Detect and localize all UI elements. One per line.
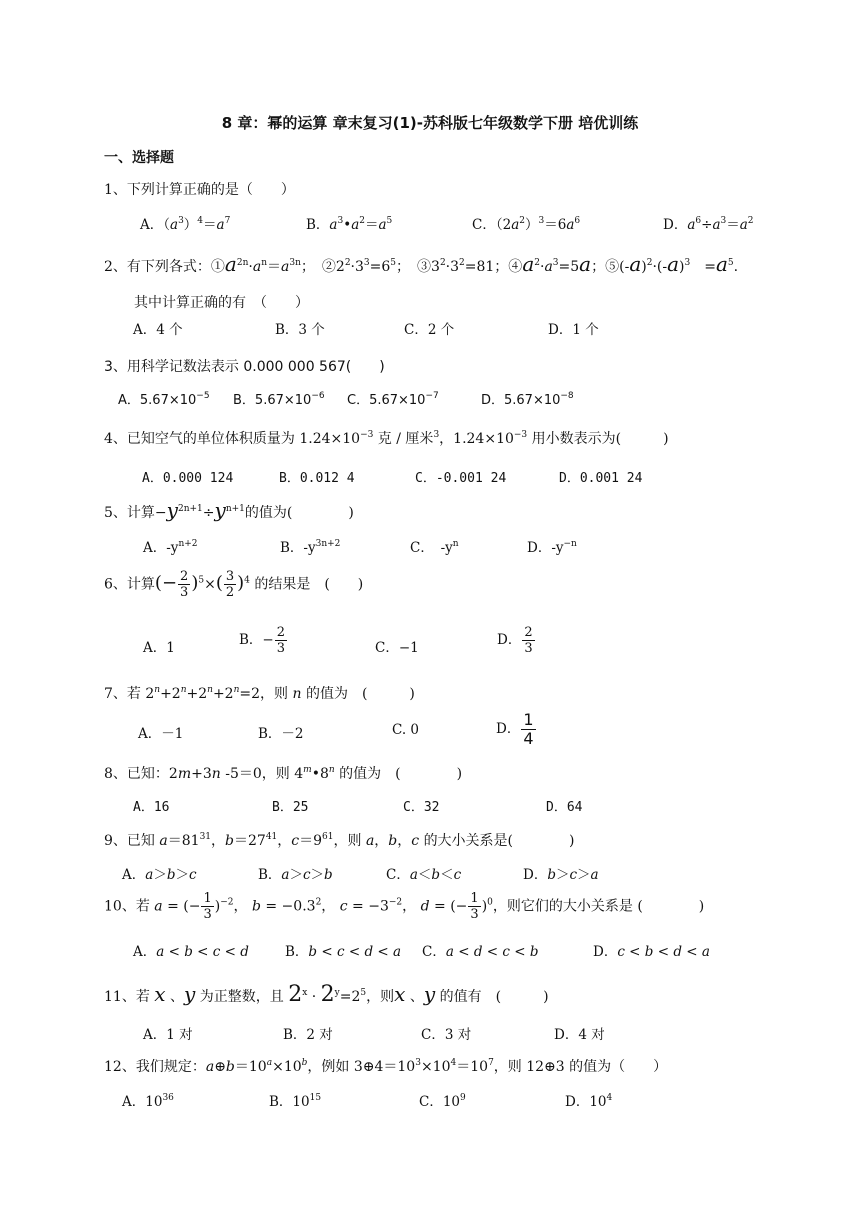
q12-option-c: C．$10^9$ [419,1093,466,1110]
q9-option-b: B．a＞c＞b [258,867,333,883]
q4-option-b: B．0.012 4 [279,471,355,486]
q2-option-b: B．3 个 [275,322,325,338]
q6-option-a: A．1 [143,640,175,656]
question-10-stem: 10、若 a = (− $\frac{1}{3}$ )$^{-2}$， $b = -0.3^2$， $c = -3^{-2}$， d = (− $\frac{1}{3}$ )$^0$，则它们的大小关系是 ( ) [104,891,705,922]
document-title: 8 章：幂的运算 章末复习(1)-苏科版七年级数学下册 培优训练 [221,114,639,132]
q10-option-d: D．c < b < d < a [593,944,710,960]
q1-option-a: A．$(a^3)^4=a^7$ [140,216,231,233]
q5-option-a: A．$-y^{n+2}$ [143,539,198,556]
q12-option-a: A．$10^{36}$ [122,1093,174,1110]
q3-option-b: B．$5.67\times 10^{-6}$ [233,391,325,408]
question-8-stem: 8、已知：2m+3n -5＝0，则 4$^m$•8$^n$ 的值为 ( ) [104,765,463,782]
q4-option-c: C．-0.001 24 [415,471,507,486]
q11-option-d: D．4 对 [554,1027,605,1043]
q3-option-d: D．$5.67\times 10^{-8}$ [481,391,574,408]
question-3-stem: 3、用科学记数法表示 0.000 000 567( ) [104,359,385,375]
q3-option-c: C．$5.67\times 10^{-7}$ [347,391,439,408]
q9-option-d: D．b＞c＞a [523,867,599,883]
q2-option-a: A．4 个 [133,322,183,338]
q4-option-d: D．0.001 24 [559,471,643,486]
q11-option-a: A．1 对 [143,1027,193,1043]
q7-option-b: B．－2 [258,726,304,742]
q7-option-c: C. 0 [392,722,420,738]
question-6-stem: 6、计算(− $\frac{2}{3}$ )$^5$×( $\frac{3}{2}$ )$^4$ 的结果是 ( ) [104,569,364,600]
question-1-stem: 1、下列计算正确的是（ ） [104,182,295,198]
q5-option-c: C． $-y^n$ [410,539,459,556]
q10-option-a: A．a < b < c < d [133,944,249,960]
question-4-stem: 4、已知空气的单位体积质量为 $1.24\times 10^{-3}$ 克 / 厘米$^3$，$1.24\times 10^{-3}$ 用小数表示为( ) [104,430,669,447]
question-2-stem: 2、有下列各式：$①a^{2n}\cdot a^n=a^{3n}$； $②2^2\cdot 3^3=6^5$； $③3^2\cdot 3^2=81$；$④a^2\cdot a^3=5a$；$⑤(-a)^2\cdot(-a)^3$ $=a^5$. [104,252,739,276]
q11-option-c: C．3 对 [421,1027,472,1043]
q11-option-b: B．2 对 [283,1027,333,1043]
q8-option-b: B．25 [272,800,309,815]
q5-option-d: D．$-y^{-n}$ [527,539,577,556]
q1-option-b: B．$a^3•a^2=a^5$ [306,216,393,233]
q3-option-a: A．$5.67\times 10^{-5}$ [118,391,210,408]
question-9-stem: 9、已知 $a=81^{31}$，$b=27^{41}$，$c=9^{61}$，则 a，b，c 的大小关系是( ) [104,832,575,849]
section-heading: 一、选择题 [104,150,174,166]
q4-option-a: A．0.000 124 [142,471,234,486]
question-2-note: 其中计算正确的有 （ ） [134,295,309,311]
question-12-stem: 12、我们规定：$a\oplus b=10^a\times 10^b$，例如 $3\oplus 4=10^3\times 10^4=10^7$，则 12⊕3 的值为（ ） [104,1058,668,1075]
question-7-stem: 7、若 $2^n+2^n+2^n+2^n=2$，则 n 的值为 ( ) [104,685,415,702]
q1-option-d: D．$a^6\div a^3=a^2$ [663,216,754,233]
q7-option-d: D． $\frac{1}{4}$ [496,710,534,748]
q6-option-c: C．−1 [375,640,419,656]
q9-option-a: A．a＞b＞c [122,867,197,883]
q2-option-c: C．2 个 [404,322,455,338]
q8-option-d: D．64 [546,800,583,815]
q12-option-b: B．$10^{15}$ [269,1093,322,1110]
q8-option-c: C．32 [403,800,440,815]
q6-option-b: B．− $\frac{2}{3}$ [239,625,286,656]
q1-option-c: C．$(2a^2)^3=6a^6$ [472,216,581,233]
q8-option-a: A．16 [133,800,170,815]
question-5-stem: 5、计算$-y^{2n+1}\div y^{n+1}$的值为( ) [104,498,354,522]
q6-option-d: D． $\frac{2}{3}$ [497,625,533,656]
q12-option-d: D．$10^4$ [565,1093,613,1110]
q9-option-c: C．a＜b＜c [386,867,462,883]
q7-option-a: A．－1 [138,726,184,742]
q10-option-c: C．a < d < c < b [422,944,539,960]
q2-option-d: D．1 个 [548,322,599,338]
question-11-stem: 11、若 x 、y 为正整数，且 $2^x \cdot 2^y=2^5$，则x 、y 的值有 ( ) [104,982,549,1007]
q5-option-b: B．$-y^{3n+2}$ [280,539,341,556]
q10-option-b: B．b < c < d < a [285,944,402,960]
